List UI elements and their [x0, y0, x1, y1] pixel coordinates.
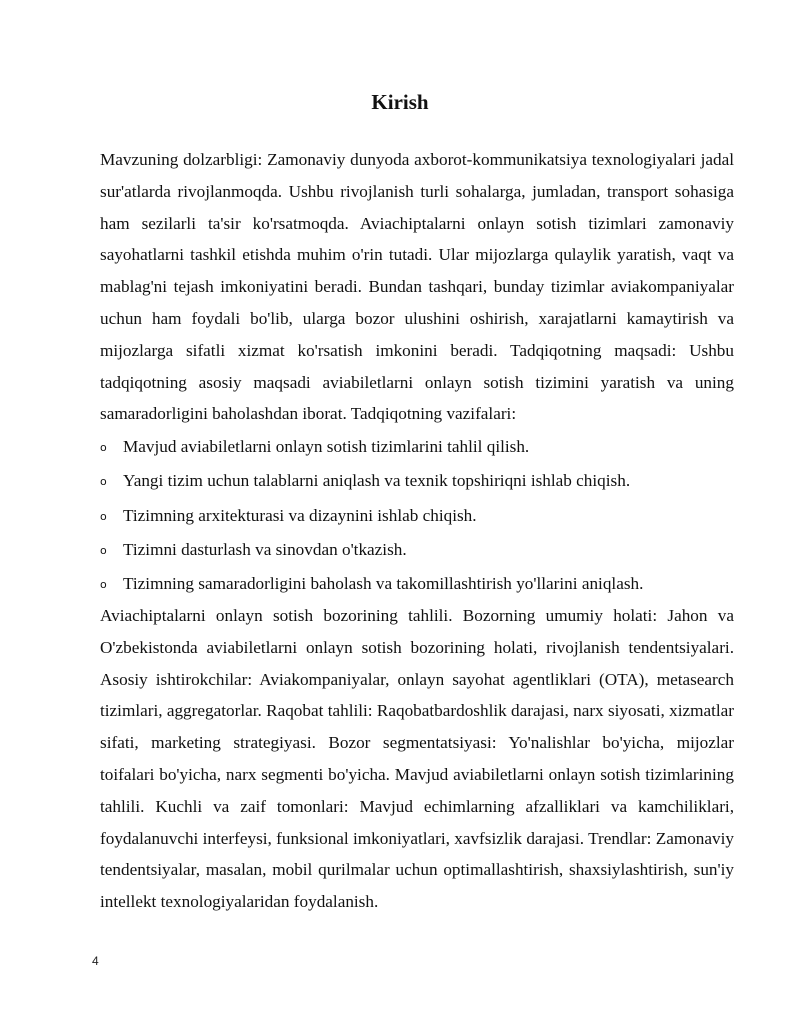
- task-text: Mavjud aviabiletlarni onlayn sotish tizimlarini tahlil qilish.: [123, 437, 530, 456]
- task-list: [100, 430, 740, 601]
- list-item: [100, 464, 740, 498]
- bullet-icon: o: [100, 509, 107, 523]
- bullet-icon: o: [100, 475, 107, 489]
- task-text: Tizimning arxitekturasi va dizaynini ishlab chiqish.: [123, 505, 477, 525]
- bullet-icon: o: [100, 441, 107, 454]
- bullet-icon: o: [100, 578, 107, 592]
- task-text: Tizimni dasturlash va sinovdan o'tkazish.: [123, 539, 407, 559]
- list-item: [100, 533, 740, 567]
- market-analysis-paragraph: Aviachiptalarni onlayn sotish bozorining tahlili. Bozorning umumiy holati: Jahon va O'zbekistonda aviabiletlarni onlayn sotish bozorining holati, rivojlanish tendentsiyalari. Asosiy ishtirokchilar: Aviakompaniyalar, onlayn sayohat agentliklari (OTA), metasearch tizimlari, aggregatorlar. Raqobat tahlili: Raqobatbardoshlik darajasi, narx siyosati, xizmatlar sifati, marketing strategiyasi. Bozor segmentatsiyasi: Yo'nalishlar bo'yicha, mijozlar toifalari bo'yicha, narx segmenti bo'yicha. Mavjud aviabiletlarni onlayn sotish tizimlarining tahlili. Kuchli va zaif tomonlari: Mavjud echimlarning afzalliklari va kamchiliklari, foydalanuvchi interfeysi, funksional imkoniyatlari, xavfsizlik darajasi. Trendlar: Zamonaviy tendentsiyalar, masalan, mobil qurilmalar uchun optimallashtirish, shaxsiylashtirish, sun'iy intellekt texnologiyalaridan foydalanish.: [100, 606, 734, 912]
- task-text: Yangi tizim uchun talablarni aniqlash va texnik topshiriqni ishlab chiqish.: [123, 471, 631, 491]
- task-text: Tizimning samaradorligini baholash va takomillashtirish yo'llarini aniqlash.: [123, 574, 644, 594]
- list-item: [100, 567, 740, 601]
- list-item: [100, 430, 740, 464]
- bullet-icon: o: [100, 543, 107, 557]
- intro-paragraph: Mavzuning dolzarbligi: Zamonaviy dunyoda axborot-kommunikatsiya texnologiyalari jadal sur'atlarda rivojlanmoqda. Ushbu rivojlanish turli sohalarga, jumladan, transport sohasiga ham sezilarli ta'sir ko'rsatmoqda. Aviachiptalarni onlayn sotish tizimlari zamonaviy sayohatlarni tashkil etishda muhim o'rin tutadi. Ular mijozlarga qulaylik yaratish, vaqt va mablag'ni tejash imkoniyatini beradi. Bundan tashqari, bunday tizimlar aviakompaniyalar uchun ham foydali bo'lib, ularga bozor ulushini oshirish, xarajatlarni kamaytirish va mijozlarga sifatli xizmat ko'rsatish imkonini beradi. Tadqiqotning maqsadi: Ushbu tadqiqotning asosiy maqsadi aviabiletlarni onlayn sotish tizimini yaratish va uning samaradorligini baholashdan iborat. Tadqiqotning vazifalari:: [100, 150, 734, 424]
- page-number: 4: [92, 954, 99, 968]
- page-title: Kirish: [371, 90, 429, 114]
- list-item: [100, 499, 740, 533]
